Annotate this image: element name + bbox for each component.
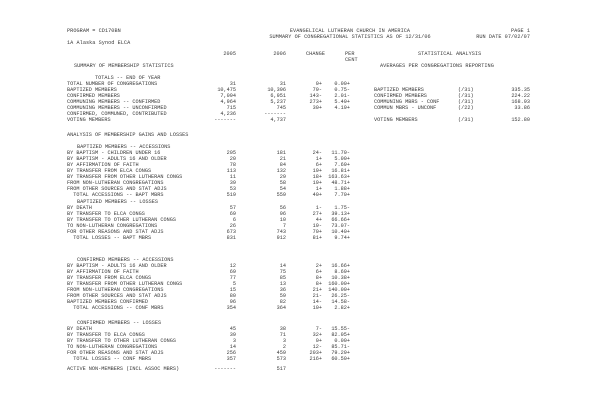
row-label: BY TRANSFER TO OTHER LUTHERAN CONGS [67,217,176,223]
value-change: 40+ [312,192,322,198]
row-label: TOTAL LOSSES -- CONF MBRS [67,356,152,362]
value-change: 2+ [315,263,322,269]
value-2006: 29 [279,174,286,180]
value-2005: 78 [229,162,236,168]
value-percent: 73.07- [331,223,350,229]
value-percent: 16.81+ [331,168,350,174]
value-percent: 48.71+ [331,180,350,186]
value-change: 14- [312,299,322,305]
value-2005: 69 [229,211,236,217]
value-2005: 39 [229,332,236,338]
value-2005: 80 [229,293,236,299]
col-2005: 2005 [223,51,236,57]
value-2005: 519 [226,192,236,198]
value-percent: 160.00+ [328,281,350,287]
value-2006: 2 [282,344,286,350]
value-change: 12- [312,344,322,350]
row-label: BY BAPTISM - ADULTS 16 AND OLDER [67,263,167,269]
value-2006: 132 [276,168,286,174]
value-percent: 82.05+ [331,332,350,338]
value-percent: 11.70- [331,150,350,156]
value-2005: 45 [229,326,236,332]
value-change: 6+ [315,162,322,168]
value-2006: 364 [276,305,286,311]
value-percent: 10.40+ [331,229,350,235]
average-label: CONFIRMED MEMBERS [374,93,427,99]
value-percent: 0.00+ [334,338,350,344]
value-percent: 5.00+ [334,156,350,162]
row-label: TO NON-LUTHERAN CONGREGATIONS [67,344,158,350]
value-2005: 3 [232,338,236,344]
average-denominator: (/31) [458,117,474,123]
table-row [0,235,600,241]
value-percent: 8.69+ [334,269,350,275]
col-statistical-analysis: STATISTICAL ANALYSIS [418,51,482,57]
row-label: FOR OTHER REASONS AND STAT ADJS [67,350,164,356]
value-2005: 39 [229,180,236,186]
summary-title: SUMMARY OF MEMBERSHIP STATISTICS [74,63,174,69]
value-change: 273+ [309,99,322,105]
row-label: BY DEATH [67,326,92,332]
row-label: FROM OTHER SOURCES AND STAT ADJS [67,186,167,192]
col-cent: CENT [345,57,358,63]
value-2006: 3 [282,338,286,344]
value-2006: 559 [276,192,286,198]
row-label: FROM NON-LUTHERAN CONGREGATIONS [67,287,164,293]
value-change: 8+ [315,275,322,281]
program-id: PROGRAM = CD170BN [67,28,121,34]
value-2006: 459 [276,350,286,356]
row-label: BY TRANSFER TO ELCA CONGS [67,211,145,217]
value-percent: 39.13+ [331,211,350,217]
row-label: BY TRANSFER FROM OTHER LUTHERAN CONGS [67,174,183,180]
value-2005: 256 [226,350,236,356]
value-change: 216+ [309,356,322,362]
value-2006: 96 [279,211,286,217]
row-label: BAPTIZED MEMBERS CONFIRMED [67,299,148,305]
row-label: BY DEATH [67,205,92,211]
value-change: 19+ [312,180,322,186]
value-2006: 5,237 [270,99,286,105]
value-2005: 7,094 [220,93,236,99]
value-change: 79- [312,87,322,93]
report-title: SUMMARY OF CONGREGATIONAL STATISTICS AS OF 12/31/06 [269,34,431,40]
value-2006: ------- [264,111,286,117]
row-label: FOR OTHER REASONS AND STAT ADJS [67,229,164,235]
value-change: 10+ [312,305,322,311]
value-2006: 38 [279,326,286,332]
value-percent: 60.50+ [331,356,350,362]
row-label: BAPTIZED MEMBERS [67,87,117,93]
table-row [0,356,600,362]
section-title: CONFIRMED MEMBERS -- ACCESSIONS [77,257,174,263]
value-percent: 85.71- [331,344,350,350]
average-denominator: (/31) [458,87,474,93]
value-2006: 517 [276,366,286,372]
row-label: ACTIVE NON-MEMBERS (INCL ASSOC MBRS) [67,366,180,372]
value-change: 4+ [315,217,322,223]
value-2006: 745 [276,105,286,111]
value-percent: 66.66+ [331,217,350,223]
value-percent: 4.19+ [334,105,350,111]
section-title: BAPTIZED MEMBERS -- LOSSES [77,199,158,205]
value-2005: 357 [226,356,236,362]
value-2005: 15 [229,287,236,293]
section-title: CONFIRMED MEMBERS -- LOSSES [77,320,162,326]
page-number: PAGE 1 [511,28,530,34]
value-percent: 9.74+ [334,235,350,241]
value-2005: 831 [226,235,236,241]
value-2005: 673 [226,229,236,235]
value-change: 32+ [312,332,322,338]
value-percent: 2.01- [334,93,350,99]
row-label: TOTAL NUMBER OF CONGREGATIONS [67,81,158,87]
col-2006: 2006 [273,51,286,57]
value-change: 81+ [312,235,322,241]
value-change: 70+ [312,229,322,235]
value-change: 21- [312,293,322,299]
average-denominator: (/22) [458,105,474,111]
value-percent: 0.75- [334,87,350,93]
value-change: 0+ [315,338,322,344]
value-change: 19- [312,223,322,229]
value-2006: 21 [279,156,286,162]
value-2006: 6,951 [270,93,286,99]
row-label: BY TRANSFER TO ELCA CONGS [67,332,145,338]
org-name: EVANGELICAL LUTHERAN CHURCH IN AMERICA [289,28,411,34]
row-label: CONFIRMED, COMMUNED, CONTRIBUTED [67,111,167,117]
section-title: BAPTIZED MEMBERS -- ACCESSIONS [77,144,171,150]
average-label: BAPTIZED MEMBERS [374,87,424,93]
average-value: 168.93 [511,99,530,105]
value-percent: 10.38+ [331,275,350,281]
row-label: BY TRANSFER FROM OTHER LUTHERAN CONGS [67,281,183,287]
row-label: TO NON-LUTHERAN CONGREGATIONS [67,223,158,229]
row-label: VOTING MEMBERS [67,117,111,123]
row-label: BY TRANSFER TO OTHER LUTHERAN CONGS [67,338,176,344]
value-2006: 743 [276,229,286,235]
value-2005: 205 [226,150,236,156]
value-2006: 85 [279,275,286,281]
col-per: PER [345,51,355,57]
value-2005: 20 [229,156,236,162]
value-percent: 14.58- [331,299,350,305]
value-2005: 113 [226,168,236,174]
average-denominator: (/31) [458,93,474,99]
value-2006: 56 [279,205,286,211]
value-2006: 84 [279,162,286,168]
average-value: 33.86 [514,105,530,111]
value-2005: 31 [229,81,236,87]
value-2005: 12 [229,263,236,269]
value-2006: 71 [279,332,286,338]
value-percent: 15.55- [331,326,350,332]
value-percent: 1.75- [334,205,350,211]
value-percent: 0.00+ [334,81,350,87]
row-label: TOTAL ACCESSIONS -- CONF MBRS [67,305,164,311]
row-label: BY BAPTISM - CHILDREN UNDER 16 [67,150,161,156]
value-2006: 36 [279,287,286,293]
row-label: TOTAL LOSSES -- BAPT MBRS [67,235,152,241]
row-label: TOTAL ACCESSIONS -- BAPT MBRS [67,192,164,198]
value-2005: 96 [229,299,236,305]
row-label: BY AFFIRMATION OF FAITH [67,269,139,275]
average-denominator: (/31) [458,99,474,105]
run-date: RUN DATE 07/02/07 [476,34,530,40]
value-2006: 10,396 [267,87,286,93]
value-2006: 59 [279,293,286,299]
row-label: CONFIRMED MEMBERS [67,93,120,99]
value-change: 7- [315,326,322,332]
value-2006: 31 [279,81,286,87]
row-label: FROM OTHER SOURCES AND STAT ADJS [67,293,167,299]
value-change: 27+ [312,211,322,217]
value-2006: 75 [279,269,286,275]
value-percent: 7.69+ [334,162,350,168]
value-percent: 2.82+ [334,305,350,311]
value-2005: ------- [214,117,236,123]
average-label: VOTING MEMBERS [374,117,418,123]
average-label: COMMUNING MBRS - CONF [374,99,440,105]
value-2006: 58 [279,180,286,186]
value-2006: 181 [276,150,286,156]
value-2005: 69 [229,269,236,275]
value-change: 19+ [312,168,322,174]
value-percent: 79.29+ [331,350,350,356]
row-label: COMMUNING MEMBERS -- UNCONFIRMED [67,105,167,111]
value-2006: 54 [279,186,286,192]
average-value: 152.80 [511,117,530,123]
value-change: 143- [309,93,322,99]
value-change: 0+ [315,81,322,87]
row-label: BY AFFIRMATION OF FAITH [67,162,139,168]
value-change: 1- [315,205,322,211]
value-2005: 14 [229,344,236,350]
value-percent: 26.25- [331,293,350,299]
value-percent: 16.66+ [331,263,350,269]
value-2006: 573 [276,356,286,362]
value-change: 21+ [312,287,322,293]
value-percent: 163.63+ [328,174,350,180]
value-percent: 140.00+ [328,287,350,293]
value-2006: 10 [279,217,286,223]
value-2005: 26 [229,223,236,229]
row-label: BY TRANSFER FROM ELCA CONGS [67,168,152,174]
value-2005: 4,236 [220,111,236,117]
value-2005: 5 [232,281,236,287]
col-averages: AVERAGES PER CONGREGATIONS REPORTING [380,63,494,69]
value-2006: 4,737 [270,117,286,123]
active-non-members-row [0,366,600,372]
value-change: 1+ [315,156,322,162]
value-2005: 53 [229,186,236,192]
value-change: 18+ [312,174,322,180]
average-label: COMMUN MBRS - UNCONF [374,105,437,111]
synod-name: 1A Alaska Synod ELCA [67,40,131,46]
value-2006: 13 [279,281,286,287]
value-change: 8+ [315,281,322,287]
value-2006: 14 [279,263,286,269]
average-value: 335.35 [511,87,530,93]
value-change: 203+ [309,350,322,356]
col-change: CHANGE [306,51,325,57]
value-2005: 354 [226,305,236,311]
row-label: FROM NON-LUTHERAN CONGREGATIONS [67,180,164,186]
row-label: BY BAPTISM - ADULTS 16 AND OLDER [67,156,167,162]
value-2006: 7 [282,223,286,229]
value-2005: 10,475 [217,87,236,93]
value-2005: 4,964 [220,99,236,105]
table-row [0,305,600,311]
average-value: 224.22 [511,93,530,99]
value-2005: 11 [229,174,236,180]
value-2005: ------- [214,366,236,372]
value-2005: 6 [232,217,236,223]
value-change: 30+ [312,105,322,111]
value-2005: 57 [229,205,236,211]
value-percent: 1.88+ [334,186,350,192]
value-2005: 715 [226,105,236,111]
value-change: 6+ [315,269,322,275]
value-2005: 77 [229,275,236,281]
value-2006: 912 [276,235,286,241]
summary-subtitle: TOTALS -- END OF YEAR [95,75,161,81]
value-percent: 5.49+ [334,99,350,105]
value-change: 24- [312,150,322,156]
value-change: 1+ [315,186,322,192]
value-percent: 7.70+ [334,192,350,198]
row-label: COMMUNING MEMBERS -- CONFIRMED [67,99,161,105]
table-row [0,192,600,198]
summary-row [0,117,600,123]
value-2006: 82 [279,299,286,305]
analysis-title: ANALYSIS OF MEMBERSHIP GAINS AND LOSSES [67,132,189,138]
row-label: BY TRANSFER FROM ELCA CONGS [67,275,152,281]
